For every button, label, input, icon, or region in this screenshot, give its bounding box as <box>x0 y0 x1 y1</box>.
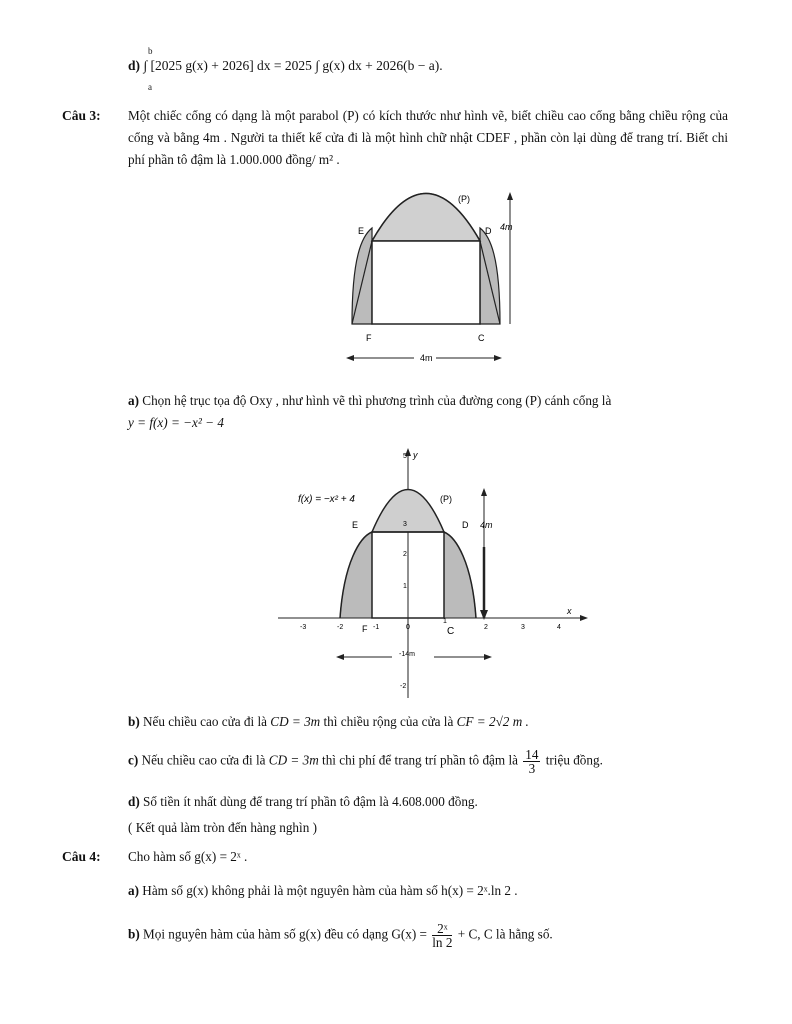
q3-part-c-label: c) <box>128 752 139 768</box>
q4-part-a <box>128 883 518 899</box>
fig1-d-label: D <box>485 226 492 236</box>
fig1-f-label: F <box>366 333 372 343</box>
x-tick-neg2: -2 <box>337 624 344 631</box>
fraction-denominator: 3 <box>528 761 536 776</box>
q4-part-a-text: Hàm số g(x) không phải là một nguyên hàm của hàm số h(x) = 2ˣ.ln 2 . <box>142 883 518 898</box>
x-tick-neg1: -1 <box>373 624 380 631</box>
fig2-y-axis-label: y <box>413 450 418 460</box>
item-label: d) <box>128 58 141 73</box>
q3-part-a-formula: y = f(x) = −x² − 4 <box>128 415 224 430</box>
q3-part-d-label: d) <box>128 794 140 809</box>
fig2-d-label: D <box>462 520 469 530</box>
q3-part-d-text: Số tiền ít nhất dùng để trang trí phần tô đậm là 4.608.000 đồng. <box>143 794 478 809</box>
x-tick-4: 4 <box>557 624 561 631</box>
fig2-x-axis-label: x <box>567 606 572 616</box>
gate-figure-1 <box>330 186 530 372</box>
y-tick-3: 3 <box>403 521 407 528</box>
fig2-f-label: F <box>362 624 368 634</box>
fig1-width-label: 4m <box>420 353 433 363</box>
q3-part-c <box>128 748 603 775</box>
integral-lower-bound: a <box>148 82 152 92</box>
q3-part-b-label: b) <box>128 714 140 729</box>
q4-part-b-text-after: + C, C là hằng số. <box>454 926 553 942</box>
gate-figure-2-coordinate <box>272 442 592 704</box>
integral-formula: ∫ [2025 g(x) + 2026] dx = 2025 ∫ g(x) dx + 2026(b − a). <box>143 58 443 73</box>
q3-part-b-text-before: Nếu chiều cao cửa đi là <box>143 714 271 729</box>
q3-part-a <box>128 393 611 409</box>
q3-part-a-label: a) <box>128 393 139 408</box>
q3-part-c-text-mid: thì chi phí để trang trí phần tô đậm là <box>318 752 522 768</box>
q3-part-c-fraction <box>523 748 540 775</box>
fig1-c-label: C <box>478 333 485 343</box>
fig2-c-label: C <box>447 626 455 637</box>
prev-item-d <box>128 58 443 74</box>
x-tick-neg3: -3 <box>300 624 307 631</box>
fraction-numerator: 2ˣ <box>432 922 452 936</box>
q3-part-b <box>128 714 529 730</box>
x-tick-0: 0 <box>406 624 410 631</box>
fraction-denominator: ln 2 <box>432 935 453 950</box>
fig1-height-label: 4m <box>500 222 513 232</box>
fig1-e-label: E <box>358 226 365 236</box>
fraction-numerator: 14 <box>525 747 539 762</box>
q4-part-b-label: b) <box>128 926 140 942</box>
fig2-function-label: f(x) = −x² + 4 <box>298 494 355 505</box>
fig2-p-label: (P) <box>440 494 452 504</box>
y-tick-5: 5 <box>403 453 407 460</box>
x-tick-3: 3 <box>521 624 525 631</box>
q4-part-a-label: a) <box>128 883 139 898</box>
fig2-width-label: -14m <box>399 651 415 658</box>
q3-part-c-text-after: triệu đồng. <box>542 752 603 768</box>
q4-part-b <box>128 922 553 949</box>
q3-part-d-note: ( Kết quả làm tròn đến hàng nghìn ) <box>128 820 317 835</box>
y-tick-2: 2 <box>403 551 407 558</box>
question-3-text: Một chiếc cổng có dạng là một parabol (P) có kích thước như hình vẽ, biết chiều cao cổng bằng chiều rộng của cổng và bằng 4m . Người ta thiết kế cửa đi là một hình chữ nhật CDEF , phần còn lại dùng để trang trí. Biết chi phí phần tô đậm là 1.000.000 đồng/ m² . <box>128 108 728 167</box>
q3-part-c-cd: CD = 3m <box>268 752 319 768</box>
q3-part-d <box>128 794 478 810</box>
y-tick-neg2: -2 <box>400 683 407 690</box>
q3-part-c-text-before: Nếu chiều cao cửa đi là <box>141 752 269 768</box>
q3-part-a-text: Chọn hệ trục tọa độ Oxy , như hình vẽ thì phương trình của đường cong (P) cánh cổng là <box>142 393 612 408</box>
q3-part-b-cf: CF = 2√2 m . <box>456 714 529 729</box>
question-4-text: Cho hàm số g(x) = 2ˣ . <box>128 849 248 864</box>
x-tick-1: 1 <box>443 618 447 625</box>
q4-part-b-text-before: Mọi nguyên hàm của hàm số g(x) đều có dạng G(x) = <box>143 926 431 942</box>
q3-part-b-cd: CD = 3m <box>270 714 321 729</box>
question-3-label: Câu 3: <box>62 108 101 123</box>
fig2-e-label: E <box>352 520 359 530</box>
question-4-label: Câu 4: <box>62 849 101 864</box>
y-tick-1: 1 <box>403 583 407 590</box>
integral-upper-bound: b <box>148 46 153 56</box>
q4-part-b-fraction <box>432 922 452 949</box>
q3-part-b-text-mid: thì chiều rộng của cửa là <box>320 714 457 729</box>
x-tick-2: 2 <box>484 624 488 631</box>
fig2-height-label: 4m <box>480 520 493 530</box>
fig1-p-label: (P) <box>458 194 470 204</box>
